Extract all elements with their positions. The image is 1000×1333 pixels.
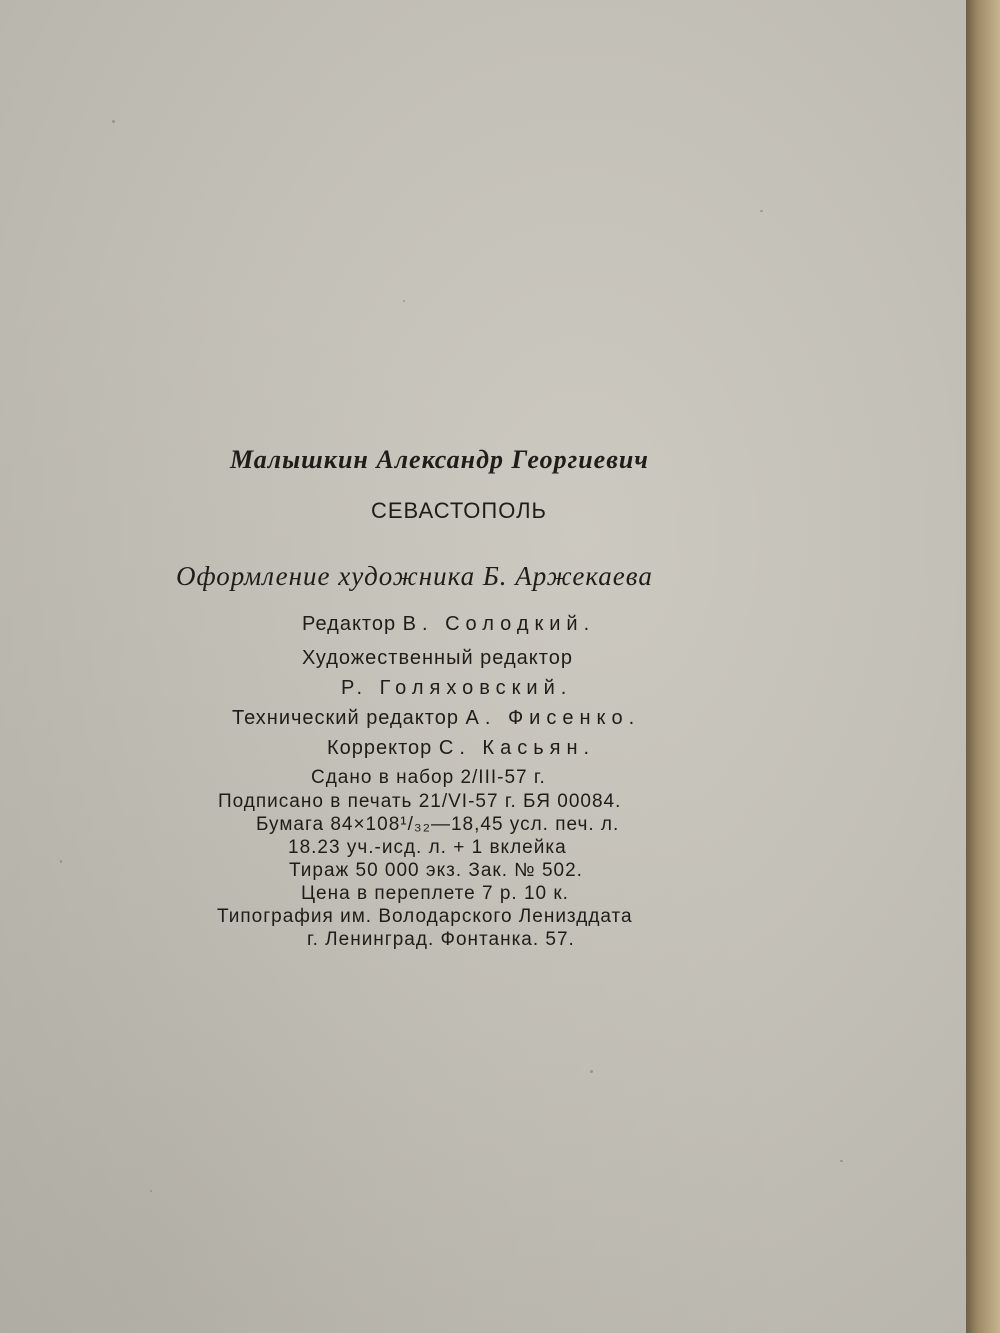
proofreader-label: Корректор: [327, 737, 433, 759]
book-title: СЕВАСТОПОЛЬ: [371, 498, 547, 523]
print-detail-line: г. Ленинград. Фонтанка. 57.: [307, 929, 575, 950]
book-cover-edge: [966, 0, 1000, 1333]
author-name: Малышкин Александр Георгиевич: [230, 445, 649, 474]
design-credit: Оформление художника Б. Аржекаева: [176, 561, 653, 591]
print-detail-line: Бумага 84×108¹/₃₂—18,45 усл. печ. л.: [256, 814, 620, 835]
art-editor-label: Художественный редактор: [302, 647, 573, 669]
print-detail-line: Цена в переплете 7 р. 10 к.: [301, 883, 569, 904]
paper-speck: [403, 300, 405, 302]
print-detail-line: Тираж 50 000 экз. Зак. № 502.: [289, 860, 583, 881]
tech-editor-credit: [232, 708, 640, 728]
paper-speck: [840, 1160, 843, 1162]
tech-editor-name: А. Фисенко.: [465, 707, 641, 729]
paper-speck: [590, 1070, 593, 1073]
tech-editor-label: Технический редактор: [232, 707, 459, 729]
proofreader-credit: [327, 738, 595, 758]
print-detail-line: Сдано в набор 2/III-57 г.: [311, 767, 546, 788]
print-detail-line: Подписано в печать 21/VI-57 г. БЯ 00084.: [218, 791, 622, 812]
paper-speck: [150, 1190, 152, 1192]
editor-credit: [302, 614, 595, 634]
editor-name: В. Солодкий.: [402, 613, 596, 635]
print-detail-line: 18.23 уч.-исд. л. + 1 вклейка: [288, 837, 567, 858]
paper-speck: [60, 860, 62, 863]
paper-speck: [112, 120, 115, 123]
proofreader-name: С. Касьян.: [438, 737, 596, 759]
print-detail-line: Типография им. Володарского Ленизддата: [217, 906, 633, 927]
art-editor-name: Р. Голяховский.: [341, 677, 573, 699]
editor-label: Редактор: [302, 613, 397, 635]
paper-speck: [760, 210, 763, 212]
